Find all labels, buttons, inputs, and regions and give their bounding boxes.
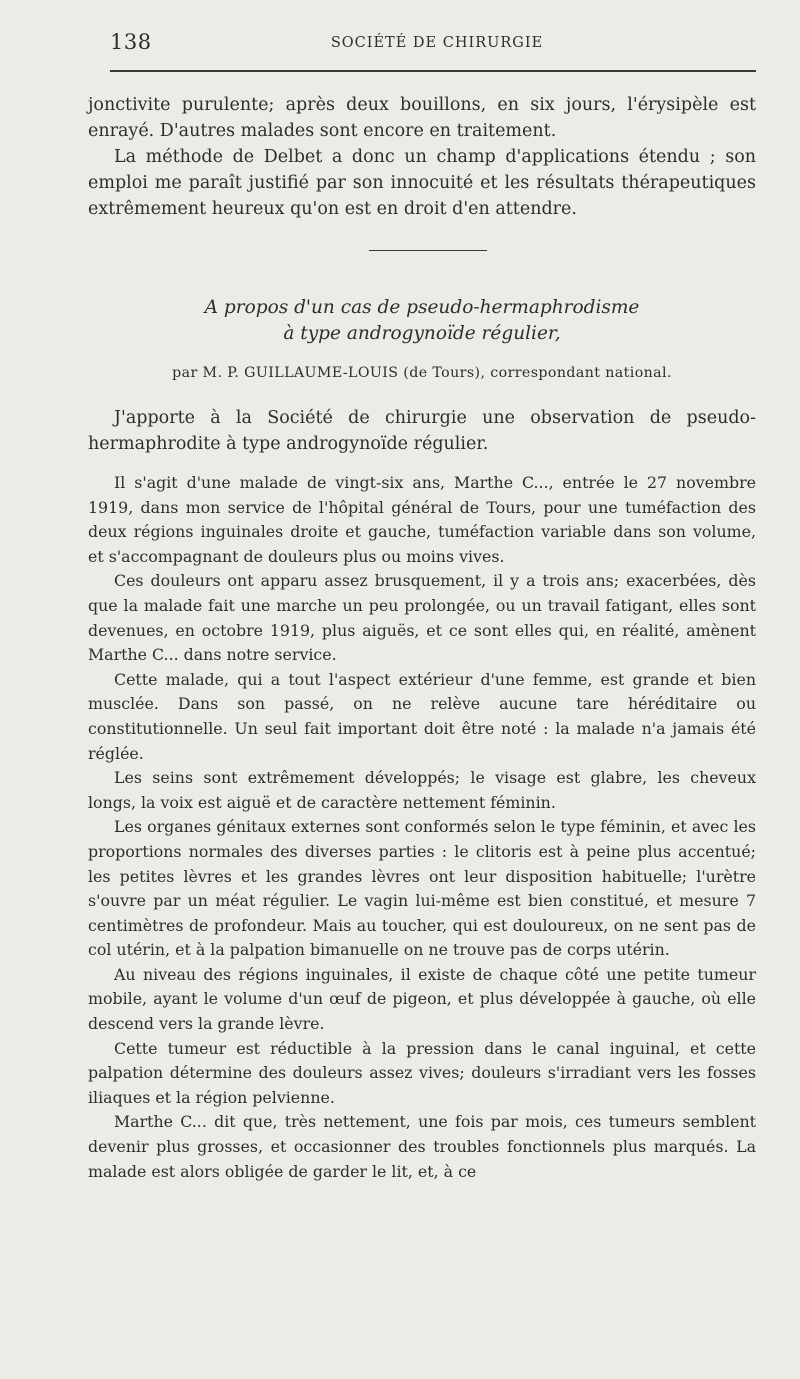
- article-title-line-1: A propos d'un cas de pseudo-hermaphrodisme: [204, 297, 640, 318]
- page-header: [88, 30, 756, 66]
- book-page: [88, 30, 756, 1181]
- article-title: [88, 295, 756, 347]
- article-paragraph: Cette tumeur est réductible à la pression dans le canal inguinal, et cette palpation détermine des douleurs assez vives; douleurs s'irradiant vers les fosses iliaques et la région pelvienne.: [88, 1038, 756, 1107]
- intro-paragraph-2: La méthode de Delbet a donc un champ d'applications étendu ; son emploi me paraît justifié par son innocuité et les résultats thérapeutiques extrêmement heureux qu'on est en droit d'en attendre.: [88, 147, 756, 219]
- article-paragraph: Ces douleurs ont apparu assez brusquement, il y a trois ans; exacerbées, dès que la malade fait une marche un peu prolongée, ou un travail fatigant, elles sont devenues, en octobre 1919, plus aiguës, et ce sont elles qui, en réalité, amènent Marthe C... dans notre service.: [88, 571, 756, 665]
- article-paragraph: Les organes génitaux externes sont conformés selon le type féminin, et avec les proportions normales des diverses parties : le clitoris est à peine plus accentué; les petites lèvres et les grandes lèvres ont leur disposition habituelle; l'urètre s'ouvre par un méat régulier. Le vagin lui-même est bien constitué, et mesure 7 centimètres de profondeur. Mais au toucher, qui est douloureux, on ne sent pas de col utérin, et à la palpation bimanuelle on ne trouve pas de corps utérin.: [88, 817, 756, 960]
- article-paragraph: Il s'agit d'une malade de vingt-six ans, Marthe C..., entrée le 27 novembre 1919, dans mon service de l'hôpital général de Tours, pour une tuméfaction des deux régions inguinales droite et gauche, tuméfaction variable dans son volume, et s'accompagnant de douleurs plus ou moins vives.: [88, 473, 756, 566]
- intro-paragraph-1: jonctivite purulente; après deux bouillons, en six jours, l'érysipèle est enrayé. D'autres malades sont encore en traitement.: [88, 95, 756, 141]
- article-title-line-2: à type androgynoïde régulier,: [283, 323, 561, 344]
- article-paragraph: Au niveau des régions inguinales, il existe de chaque côté une petite tumeur mobile, ayant le volume d'un œuf de pigeon, et plus développée à gauche, où elle descend vers la grande lèvre.: [88, 964, 756, 1034]
- article-byline: par M. P. GUILLAUME-LOUIS (de Tours), correspondant national.: [172, 365, 672, 381]
- article-paragraph: Cette malade, qui a tout l'aspect extérieur d'une femme, est grande et bien musclée. Dans son passé, on ne relève aucune tare héréditaire ou constitutionnelle. Un seul fait important doit être noté : la malade n'a jamais été réglée.: [88, 669, 756, 763]
- article-paragraph: Les seins sont extrêmement développés; le visage est glabre, les cheveux longs, la voix est aiguë et de caractère nettement féminin.: [88, 768, 756, 812]
- spacer: [88, 457, 756, 471]
- section-divider: [369, 250, 487, 251]
- running-title: SOCIÉTÉ DE CHIRURGIE: [330, 35, 544, 51]
- page-number: 138: [110, 30, 152, 54]
- article-lead: J'apporte à la Société de chirurgie une observation de pseudo-hermaphrodite à type androgynoïde régulier.: [88, 408, 756, 454]
- article-paragraph: Marthe C... dit que, très nettement, une fois par mois, ces tumeurs semblent devenir plus grosses, et occasionner des troubles fonctionnels plus marqués. La malade est alors obligée de garder le lit, et, à ce: [88, 1112, 756, 1181]
- header-rule: [110, 70, 756, 72]
- body-text: [88, 92, 756, 1184]
